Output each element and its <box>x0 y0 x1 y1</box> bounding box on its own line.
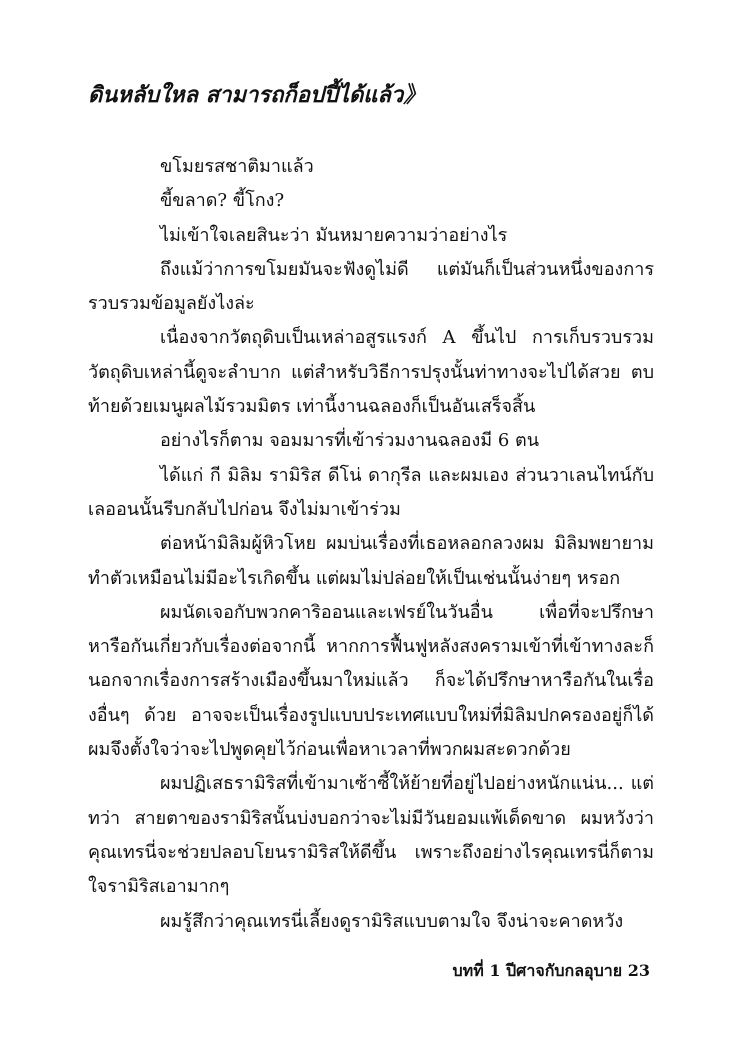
paragraph: ผมปฏิเสธรามิริสที่เข้ามาเซ้าซี้ให้ย้ายที่อยู่ไปอย่างหนักแน่น... แต่ทว่า สายตาของรามิริสนั้นบ่งบอกว่าจะไม่มีวันยอมแพ้เด็ดขาด ผมหวังว่าคุณเทรนี่จะช่วยปลอบโยนรามิริสให้ดีขึ้น เพราะถึงอย่างไรคุณเทรนี่ก็ตามใจรามิริสเอามากๆ <box>88 773 654 898</box>
paragraph: ได้แก่ กี มิลิม รามิริส ดีโน่ ดากุรีล และผมเอง ส่วนวาเลนไทน์กับเลออนนั้นรีบกลับไปก่อน จึงไม่มาเข้าร่วม <box>88 464 654 520</box>
paragraph: ขโมยรสชาติมาแล้ว <box>160 156 314 177</box>
page-content <box>88 78 654 939</box>
paragraph: ไม่เข้าใจเลยสินะว่า มันหมายความว่าอย่างไร <box>160 224 508 246</box>
paragraph: เนื่องจากวัตถุดิบเป็นเหล่าอสูรแรงก์ A ขึ้นไป การเก็บรวบรวมวัตถุดิบเหล่านี้ดูจะลำบาก แต่สำหรับวิธีการปรุงนั้นท่าทางจะไปได้สวย ตบท้ายด้วยเมนูผลไม้รวมมิตร เท่านี้งานฉลองก็เป็นอันเสร็จสิ้น <box>88 327 654 418</box>
chapter-title: ดินหลับใหล สามารถก็อปปี้ได้แล้ว》 <box>88 82 426 108</box>
paragraph: ขี้ขลาด? ขี้โกง? <box>160 190 285 212</box>
paragraph: ผมรู้สึกว่าคุณเทรนี่เลี้ยงดูรามิริสแบบตามใจ จึงน่าจะคาดหวัง <box>160 910 624 932</box>
paragraph: ผมนัดเจอกับพวกคาริออนและเฟรย์ในวันอื่น เพื่อที่จะปรึกษาหารือกันเกี่ยวกับเรื่องต่อจากนี้ หากการฟื้นฟูหลังสงครามเข้าที่เข้าทางละก็ นอกจากเรื่องการสร้างเมืองขึ้นมาใหม่แล้ว ก็จะได้ปรึกษาหารือกันในเรื่องอื่นๆ ด้วย อาจจะเป็นเรื่องรูปแบบประเทศแบบใหม่ที่มิลิมปกครองอยู่ก็ได้ ผมจึงตั้งใจว่าจะไปพูดคุยไว้ก่อนเพื่อหาเวลาที่พวกผมสะดวกด้วย <box>88 601 654 761</box>
paragraph: ถึงแม้ว่าการขโมยมันจะฟังดูไม่ดี แต่มันก็เป็นส่วนหนึ่งของการรวบรวมข้อมูลยังไงล่ะ <box>88 258 654 315</box>
paragraph: ต่อหน้ามิลิมผู้หิวโหย ผมบ่นเรื่องที่เธอหลอกลวงผม มิลิมพยายามทำตัวเหมือนไม่มีอะไรเกิดขึ้น แต่ผมไม่ปล่อยให้เป็นเช่นนั้นง่ายๆ หรอก <box>88 533 654 589</box>
paragraph: อย่างไรก็ตาม จอมมารที่เข้าร่วมงานฉลองมี 6 ตน <box>160 430 540 452</box>
page-footer: บทที่ 1 ปีศาจกับกลอุบาย 23 <box>452 961 650 980</box>
body-text <box>88 150 654 939</box>
